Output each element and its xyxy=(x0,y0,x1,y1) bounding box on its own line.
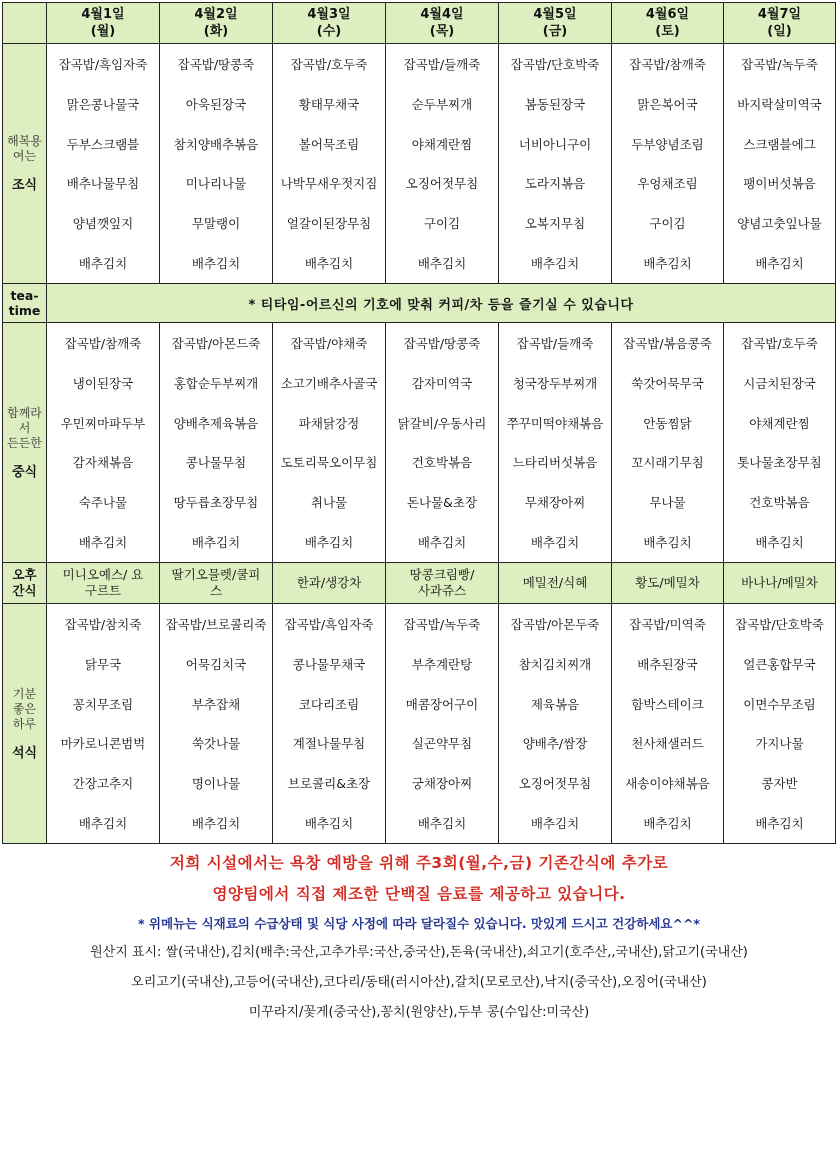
menu-item: 나박무새우젓지짐 xyxy=(280,176,378,192)
menu-item: 콩자반 xyxy=(761,776,798,792)
menu-item: 배추나물무침 xyxy=(66,176,140,192)
menu-item: 명이나물 xyxy=(191,776,241,792)
menu-item: 참치김치찌개 xyxy=(518,656,592,672)
menu-item: 배추김치 xyxy=(304,816,354,832)
dinner-day-cell xyxy=(724,604,836,844)
menu-item: 땅두릅초장무침 xyxy=(173,495,259,511)
menu-item: 천사채샐러드 xyxy=(631,736,704,752)
menu-item: 건호박볶음 xyxy=(749,495,810,511)
menu-item: 닭무국 xyxy=(84,656,122,672)
weekly-menu-table xyxy=(2,2,836,844)
teatime-notice: * 티타임-어르신의 기호에 맞춰 커피/차 등을 즐기실 수 있습니다 xyxy=(47,284,836,323)
menu-item: 야채계란찜 xyxy=(749,415,810,431)
menu-item: 마카로니콘범벅 xyxy=(60,736,146,752)
menu-item: 양배추제육볶음 xyxy=(173,415,259,431)
menu-item: 소고기배추사골국 xyxy=(280,375,378,391)
day-header: 4월4일 (목) xyxy=(386,3,499,44)
menu-item: 배추김치 xyxy=(191,256,241,272)
menu-item: 취나물 xyxy=(310,495,348,511)
menu-item: 배추김치 xyxy=(191,535,241,551)
menu-item: 잡곡밥/야채죽 xyxy=(290,335,368,351)
snack-label: 오후 간식 xyxy=(3,563,47,604)
menu-item: 계절나물무침 xyxy=(292,736,366,752)
menu-item: 도라지볶음 xyxy=(524,176,586,192)
menu-item: 배추김치 xyxy=(304,256,354,272)
teatime-label: tea- time xyxy=(3,284,47,323)
menu-item: 잡곡밥/들깨죽 xyxy=(516,335,594,351)
menu-item: 파채닭강정 xyxy=(298,415,360,431)
origin-line: 원산지 표시: 쌀(국내산),김치(배추:국산,고추가루:국산,중국산),돈육(국내산),쇠고기(호주산,,국내산),닭고기(국내산) xyxy=(90,945,748,960)
menu-item: 건호박볶음 xyxy=(411,455,473,471)
menu-item: 잡곡밥/단호박죽 xyxy=(510,56,600,72)
day-header: 4월7일 (일) xyxy=(724,3,836,44)
menu-change-disclaimer: * 위메뉴는 식재료의 수급상태 및 식당 사정에 따라 달라질수 있습니다. 맛있게 드시고 건강하세요^^* xyxy=(138,916,700,931)
menu-item: 얼갈이된장무침 xyxy=(286,216,372,232)
menu-item: 꽁치무조림 xyxy=(72,696,134,712)
menu-item: 맑은콩나물국 xyxy=(66,96,140,112)
menu-item: 배추김치 xyxy=(530,535,580,551)
breakfast-day-cell xyxy=(160,44,273,284)
snack-item: 딸기오믈렛/쿨피 xyxy=(171,567,261,582)
menu-item: 가지나물 xyxy=(755,736,804,752)
menu-item: 오징어젓무침 xyxy=(405,176,479,192)
lunch-day-cell xyxy=(499,323,612,563)
menu-item: 함박스테이크 xyxy=(631,696,704,712)
menu-item: 구이김 xyxy=(649,216,686,232)
menu-item: 잡곡밥/미역죽 xyxy=(629,616,706,632)
menu-item: 느타리버섯볶음 xyxy=(512,455,598,471)
menu-item: 맑은복어국 xyxy=(637,96,698,112)
protein-drink-notice: 저희 시설에서는 욕창 예방을 위해 주3회(월,수,금) 기존간식에 추가로 xyxy=(169,854,669,872)
menu-item: 안동찜닭 xyxy=(643,415,692,431)
menu-item: 매콤장어구이 xyxy=(405,696,479,712)
menu-item: 잡곡밥/땅콩죽 xyxy=(177,56,255,72)
menu-item: 볼어묵조림 xyxy=(298,136,360,152)
menu-item: 우엉채조림 xyxy=(637,176,698,192)
lunch-label: 함께라 서 든든한 중식 xyxy=(3,323,47,563)
lunch-day-cell xyxy=(386,323,499,563)
teatime-row xyxy=(3,284,836,323)
snack-cell xyxy=(273,563,386,604)
menu-item: 우민찌마파두부 xyxy=(60,415,146,431)
menu-item: 부추계란탕 xyxy=(411,656,473,672)
menu-item: 잡곡밥/참치죽 xyxy=(64,616,142,632)
menu-item: 간장고추지 xyxy=(72,776,134,792)
menu-item: 오복지무침 xyxy=(524,216,586,232)
origin-line: 미꾸라지/꽃게(중국산),꽁치(원양산),두부 콩(수입산:미국산) xyxy=(248,1005,590,1020)
day-header: 4월5일 (금) xyxy=(499,3,612,44)
menu-item: 무채장아찌 xyxy=(524,495,586,511)
menu-item: 배추김치 xyxy=(755,816,804,832)
menu-item: 두부양념조림 xyxy=(631,136,704,152)
menu-item: 잡곡밥/땅콩죽 xyxy=(403,335,481,351)
menu-item: 숙주나물 xyxy=(78,495,128,511)
menu-item: 냉이된장국 xyxy=(72,375,134,391)
snack-item: 사과쥬스 xyxy=(417,583,467,598)
origin-line: 오리고기(국내산),고등어(국내산),코다리/동태(러시아산),갈치(모로코산),낙지(중국산),오징어(국내산) xyxy=(131,975,707,990)
dinner-day-cell xyxy=(612,604,724,844)
menu-item: 잡곡밥/브로콜리죽 xyxy=(165,616,267,632)
menu-item: 팽이버섯볶음 xyxy=(743,176,816,192)
lunch-day-cell xyxy=(724,323,836,563)
menu-item: 배추김치 xyxy=(643,535,692,551)
menu-item: 야채계란찜 xyxy=(411,136,473,152)
menu-item: 배추김치 xyxy=(417,256,467,272)
snack-item: 바나나/메밀차 xyxy=(741,575,818,590)
snack-item: 구르트 xyxy=(84,583,122,598)
menu-item: 콩나물무채국 xyxy=(292,656,366,672)
menu-item: 코다리조림 xyxy=(298,696,360,712)
menu-item: 잡곡밥/아몬드죽 xyxy=(171,335,261,351)
snack-cell xyxy=(612,563,724,604)
menu-item: 배추김치 xyxy=(643,816,692,832)
menu-item: 배추김치 xyxy=(78,256,128,272)
menu-item: 도토리묵오이무침 xyxy=(280,455,378,471)
snack-cell xyxy=(47,563,160,604)
menu-item: 양념깻잎지 xyxy=(72,216,134,232)
menu-item: 잡곡밥/아몬두죽 xyxy=(510,616,600,632)
menu-item: 구이김 xyxy=(423,216,461,232)
menu-item: 황태무채국 xyxy=(298,96,360,112)
menu-item: 배추김치 xyxy=(78,816,128,832)
menu-item: 돈나물&초장 xyxy=(406,495,478,511)
menu-item: 잡곡밥/녹두죽 xyxy=(403,616,481,632)
menu-item: 배추김치 xyxy=(530,816,580,832)
snack-cell xyxy=(386,563,499,604)
breakfast-day-cell xyxy=(724,44,836,284)
menu-item: 봄동된장국 xyxy=(524,96,586,112)
menu-item: 배추김치 xyxy=(530,256,580,272)
menu-item: 잡곡밥/흑임자죽 xyxy=(58,56,148,72)
menu-item: 궁채장아찌 xyxy=(411,776,473,792)
menu-item: 새송이야채볶음 xyxy=(625,776,710,792)
menu-item: 콩나물무침 xyxy=(185,455,247,471)
breakfast-day-cell xyxy=(499,44,612,284)
protein-drink-notice-2: 영양팀에서 직접 제조한 단백질 음료를 제공하고 있습니다. xyxy=(212,885,626,903)
menu-item: 감자미역국 xyxy=(411,375,473,391)
menu-item: 잡곡밥/단호박죽 xyxy=(735,616,824,632)
breakfast-day-cell xyxy=(612,44,724,284)
breakfast-day-cell xyxy=(386,44,499,284)
menu-item: 이면수무조림 xyxy=(743,696,816,712)
menu-item: 두부스크램블 xyxy=(66,136,140,152)
header-corner xyxy=(3,3,47,44)
menu-item: 얼큰홍합무국 xyxy=(743,656,816,672)
menu-item: 브로콜리&초장 xyxy=(287,776,371,792)
menu-item: 닭갈비/우동사리 xyxy=(397,415,487,431)
menu-item: 미나리나물 xyxy=(185,176,247,192)
day-header: 4월3일 (수) xyxy=(273,3,386,44)
day-header: 4월6일 (토) xyxy=(612,3,724,44)
lunch-day-cell xyxy=(47,323,160,563)
menu-item: 순두부찌개 xyxy=(411,96,473,112)
menu-item: 잡곡밥/호두죽 xyxy=(290,56,368,72)
menu-item: 배추김치 xyxy=(417,535,467,551)
menu-item: 배추김치 xyxy=(755,256,804,272)
snack-item: 한과/생강차 xyxy=(296,575,362,590)
menu-item: 양념고춧잎나물 xyxy=(737,216,822,232)
day-header: 4월1일 (월) xyxy=(47,3,160,44)
menu-item: 홍합순두부찌개 xyxy=(173,375,259,391)
dinner-day-cell xyxy=(386,604,499,844)
menu-item: 감자채볶음 xyxy=(72,455,134,471)
menu-item: 무나물 xyxy=(649,495,686,511)
snack-item: 미니오예스/ 요 xyxy=(62,567,144,582)
menu-item: 배추김치 xyxy=(78,535,128,551)
menu-item: 잡곡밥/녹두죽 xyxy=(741,56,818,72)
breakfast-day-cell xyxy=(273,44,386,284)
notes-section xyxy=(0,848,838,1028)
menu-item: 잡곡밥/볶음콩죽 xyxy=(623,335,712,351)
snack-row xyxy=(3,563,836,604)
menu-item: 아욱된장국 xyxy=(185,96,247,112)
snack-cell xyxy=(160,563,273,604)
menu-item: 어묵김치국 xyxy=(185,656,247,672)
snack-item: 황도/메밀차 xyxy=(635,575,700,590)
menu-item: 잡곡밥/참깨죽 xyxy=(629,56,706,72)
dinner-row xyxy=(3,604,836,844)
day-header: 4월2일 (화) xyxy=(160,3,273,44)
menu-item: 너비아니구이 xyxy=(518,136,592,152)
menu-item: 배추된장국 xyxy=(637,656,698,672)
menu-item: 청국장두부찌개 xyxy=(512,375,598,391)
header-row xyxy=(3,3,836,44)
menu-item: 배추김치 xyxy=(643,256,692,272)
menu-item: 오징어젓무침 xyxy=(518,776,592,792)
menu-item: 부추잡채 xyxy=(191,696,241,712)
dinner-day-cell xyxy=(47,604,160,844)
menu-item: 양배추/쌈장 xyxy=(522,736,588,752)
snack-item: 스 xyxy=(209,583,223,598)
menu-item: 실곤약무침 xyxy=(411,736,473,752)
menu-item: 제육볶음 xyxy=(530,696,580,712)
menu-item: 톳나물초장무침 xyxy=(737,455,822,471)
breakfast-day-cell xyxy=(47,44,160,284)
snack-item: 땅콩크림빵/ xyxy=(409,567,475,582)
menu-item: 잡곡밥/들깨죽 xyxy=(403,56,481,72)
menu-item: 배추김치 xyxy=(417,816,467,832)
snack-cell xyxy=(499,563,612,604)
menu-item: 쑥갓나물 xyxy=(191,736,241,752)
snack-item: 메밀전/식혜 xyxy=(522,575,588,590)
menu-item: 배추김치 xyxy=(755,535,804,551)
menu-item: 시금치된장국 xyxy=(743,375,816,391)
snack-cell xyxy=(724,563,836,604)
menu-item: 무말랭이 xyxy=(191,216,241,232)
menu-item: 바지락살미역국 xyxy=(737,96,822,112)
lunch-day-cell xyxy=(160,323,273,563)
lunch-day-cell xyxy=(273,323,386,563)
menu-item: 참치양배추볶음 xyxy=(173,136,259,152)
dinner-day-cell xyxy=(273,604,386,844)
breakfast-label: 해복용 여는 조식 xyxy=(3,44,47,284)
dinner-day-cell xyxy=(499,604,612,844)
menu-item: 쑥갓어묵무국 xyxy=(631,375,704,391)
dinner-day-cell xyxy=(160,604,273,844)
menu-item: 잡곡밥/참깨죽 xyxy=(64,335,142,351)
menu-item: 배추김치 xyxy=(191,816,241,832)
menu-item: 잡곡밥/흑임자죽 xyxy=(284,616,374,632)
menu-item: 스크램블에그 xyxy=(743,136,816,152)
lunch-row xyxy=(3,323,836,563)
menu-item: 쭈꾸미떡야채볶음 xyxy=(506,415,604,431)
menu-item: 꼬시래기무침 xyxy=(631,455,704,471)
lunch-day-cell xyxy=(612,323,724,563)
dinner-label: 기분 좋은 하루 석식 xyxy=(3,604,47,844)
breakfast-row xyxy=(3,44,836,284)
menu-item: 배추김치 xyxy=(304,535,354,551)
menu-item: 잡곡밥/호두죽 xyxy=(741,335,818,351)
